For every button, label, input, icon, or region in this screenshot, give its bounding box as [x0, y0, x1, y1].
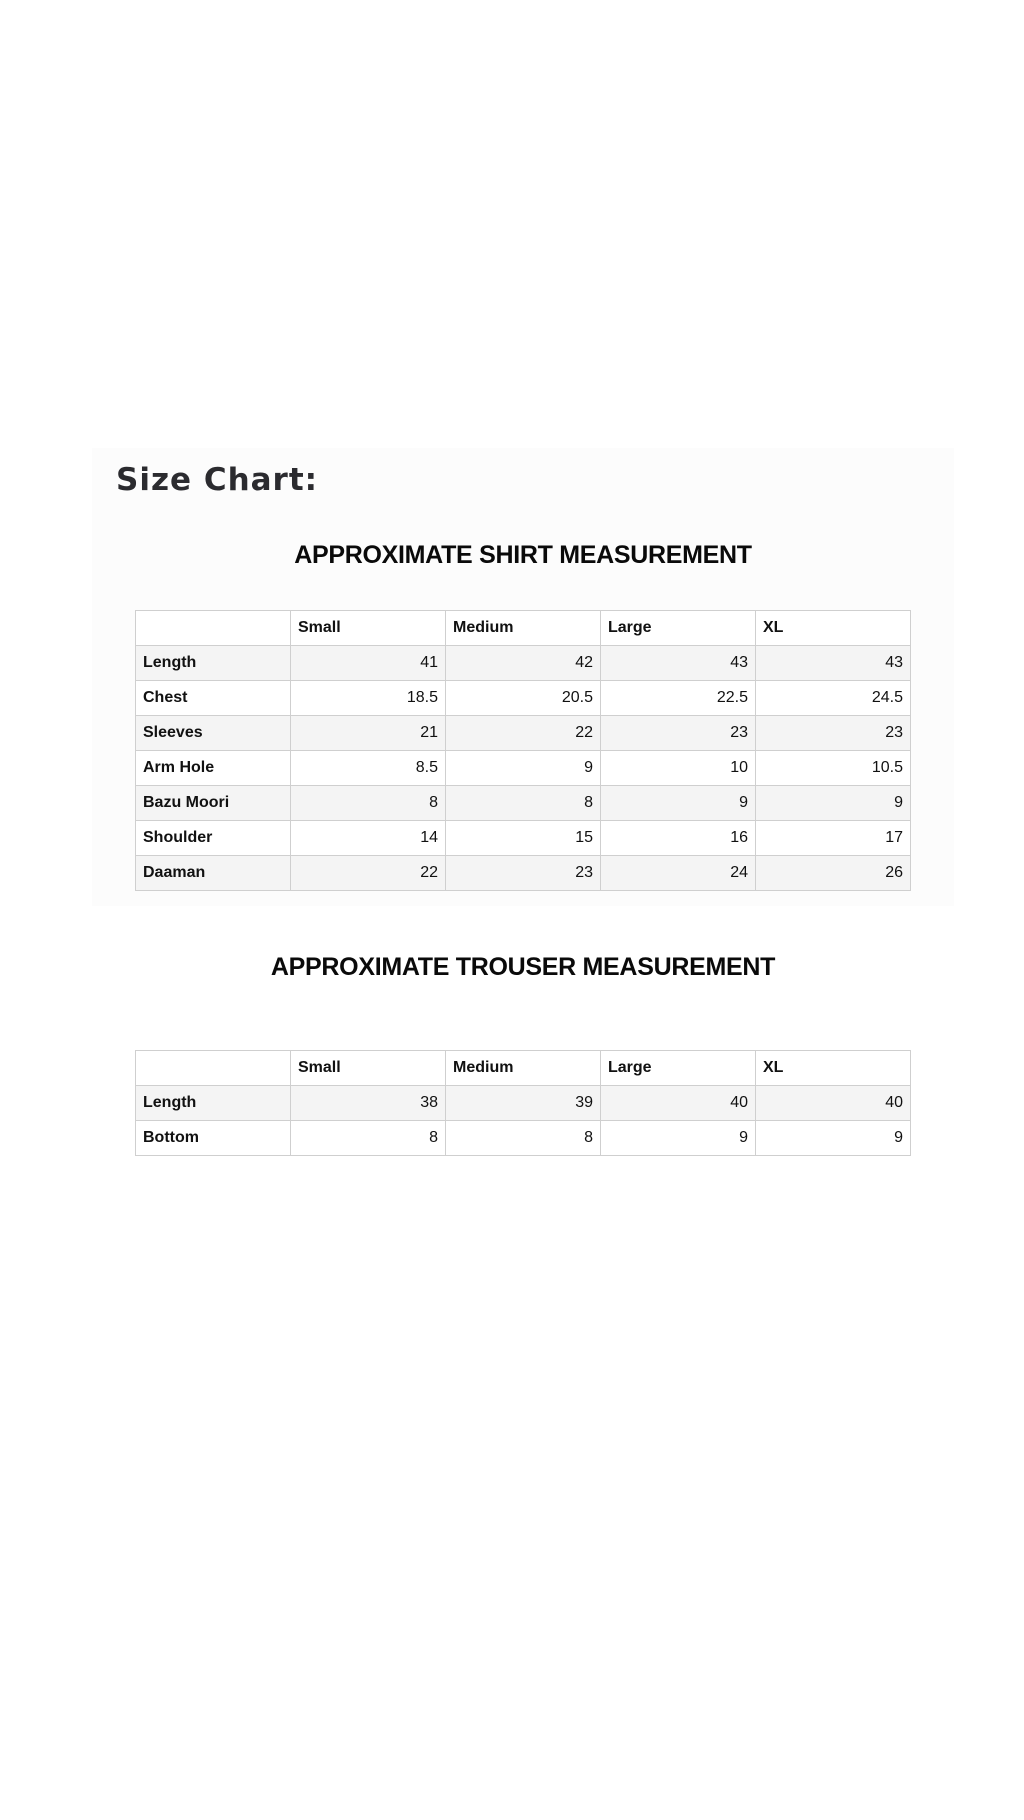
trouser-measurement-table: [135, 1050, 911, 1156]
column-header: Large: [601, 1051, 756, 1086]
row-label: Bottom: [136, 1121, 291, 1156]
table-row: [136, 751, 911, 786]
table-cell: 8: [446, 1121, 601, 1156]
table-cell: 8: [291, 1121, 446, 1156]
table-row: [136, 821, 911, 856]
table-cell: 22.5: [601, 681, 756, 716]
table-cell: 16: [601, 821, 756, 856]
table-cell: 10.5: [756, 751, 911, 786]
column-header: [136, 611, 291, 646]
shirt-section-title: APPROXIMATE SHIRT MEASUREMENT: [294, 541, 752, 569]
table-cell: 40: [601, 1086, 756, 1121]
row-label: Bazu Moori: [136, 786, 291, 821]
table-row: [136, 786, 911, 821]
table-row: [136, 681, 911, 716]
row-label: Length: [136, 646, 291, 681]
column-header: [136, 1051, 291, 1086]
row-label: Length: [136, 1086, 291, 1121]
column-header: Medium: [446, 1051, 601, 1086]
table-cell: 40: [756, 1086, 911, 1121]
table-row: [136, 856, 911, 891]
table-cell: 17: [756, 821, 911, 856]
table-cell: 38: [291, 1086, 446, 1121]
table-row: [136, 646, 911, 681]
table-cell: 8.5: [291, 751, 446, 786]
table-cell: 23: [446, 856, 601, 891]
column-header: Small: [291, 1051, 446, 1086]
column-header: Small: [291, 611, 446, 646]
table-cell: 23: [601, 716, 756, 751]
table-cell: 10: [601, 751, 756, 786]
row-label: Chest: [136, 681, 291, 716]
table-cell: 9: [601, 1121, 756, 1156]
page-title: Size Chart:: [116, 462, 319, 498]
table-cell: 18.5: [291, 681, 446, 716]
table-row: [136, 716, 911, 751]
table-cell: 14: [291, 821, 446, 856]
table-cell: 21: [291, 716, 446, 751]
table-cell: 9: [446, 751, 601, 786]
row-label: Arm Hole: [136, 751, 291, 786]
table-cell: 24: [601, 856, 756, 891]
table-cell: 9: [756, 1121, 911, 1156]
table-row: [136, 1121, 911, 1156]
table-cell: 22: [446, 716, 601, 751]
table-cell: 23: [756, 716, 911, 751]
table-cell: 8: [291, 786, 446, 821]
table-cell: 26: [756, 856, 911, 891]
table-cell: 42: [446, 646, 601, 681]
row-label: Shoulder: [136, 821, 291, 856]
table-cell: 39: [446, 1086, 601, 1121]
table-cell: 43: [756, 646, 911, 681]
table-cell: 20.5: [446, 681, 601, 716]
row-label: Daaman: [136, 856, 291, 891]
table-cell: 24.5: [756, 681, 911, 716]
table-cell: 43: [601, 646, 756, 681]
table-cell: 15: [446, 821, 601, 856]
table-row: [136, 1086, 911, 1121]
table-cell: 8: [446, 786, 601, 821]
table-header-row: [136, 1051, 911, 1086]
column-header: XL: [756, 611, 911, 646]
table-cell: 41: [291, 646, 446, 681]
table-cell: 9: [601, 786, 756, 821]
row-label: Sleeves: [136, 716, 291, 751]
column-header: Medium: [446, 611, 601, 646]
column-header: Large: [601, 611, 756, 646]
shirt-measurement-table: [135, 610, 911, 891]
trouser-section-title: APPROXIMATE TROUSER MEASUREMENT: [270, 953, 776, 981]
table-cell: 22: [291, 856, 446, 891]
table-header-row: [136, 611, 911, 646]
column-header: XL: [756, 1051, 911, 1086]
table-cell: 9: [756, 786, 911, 821]
